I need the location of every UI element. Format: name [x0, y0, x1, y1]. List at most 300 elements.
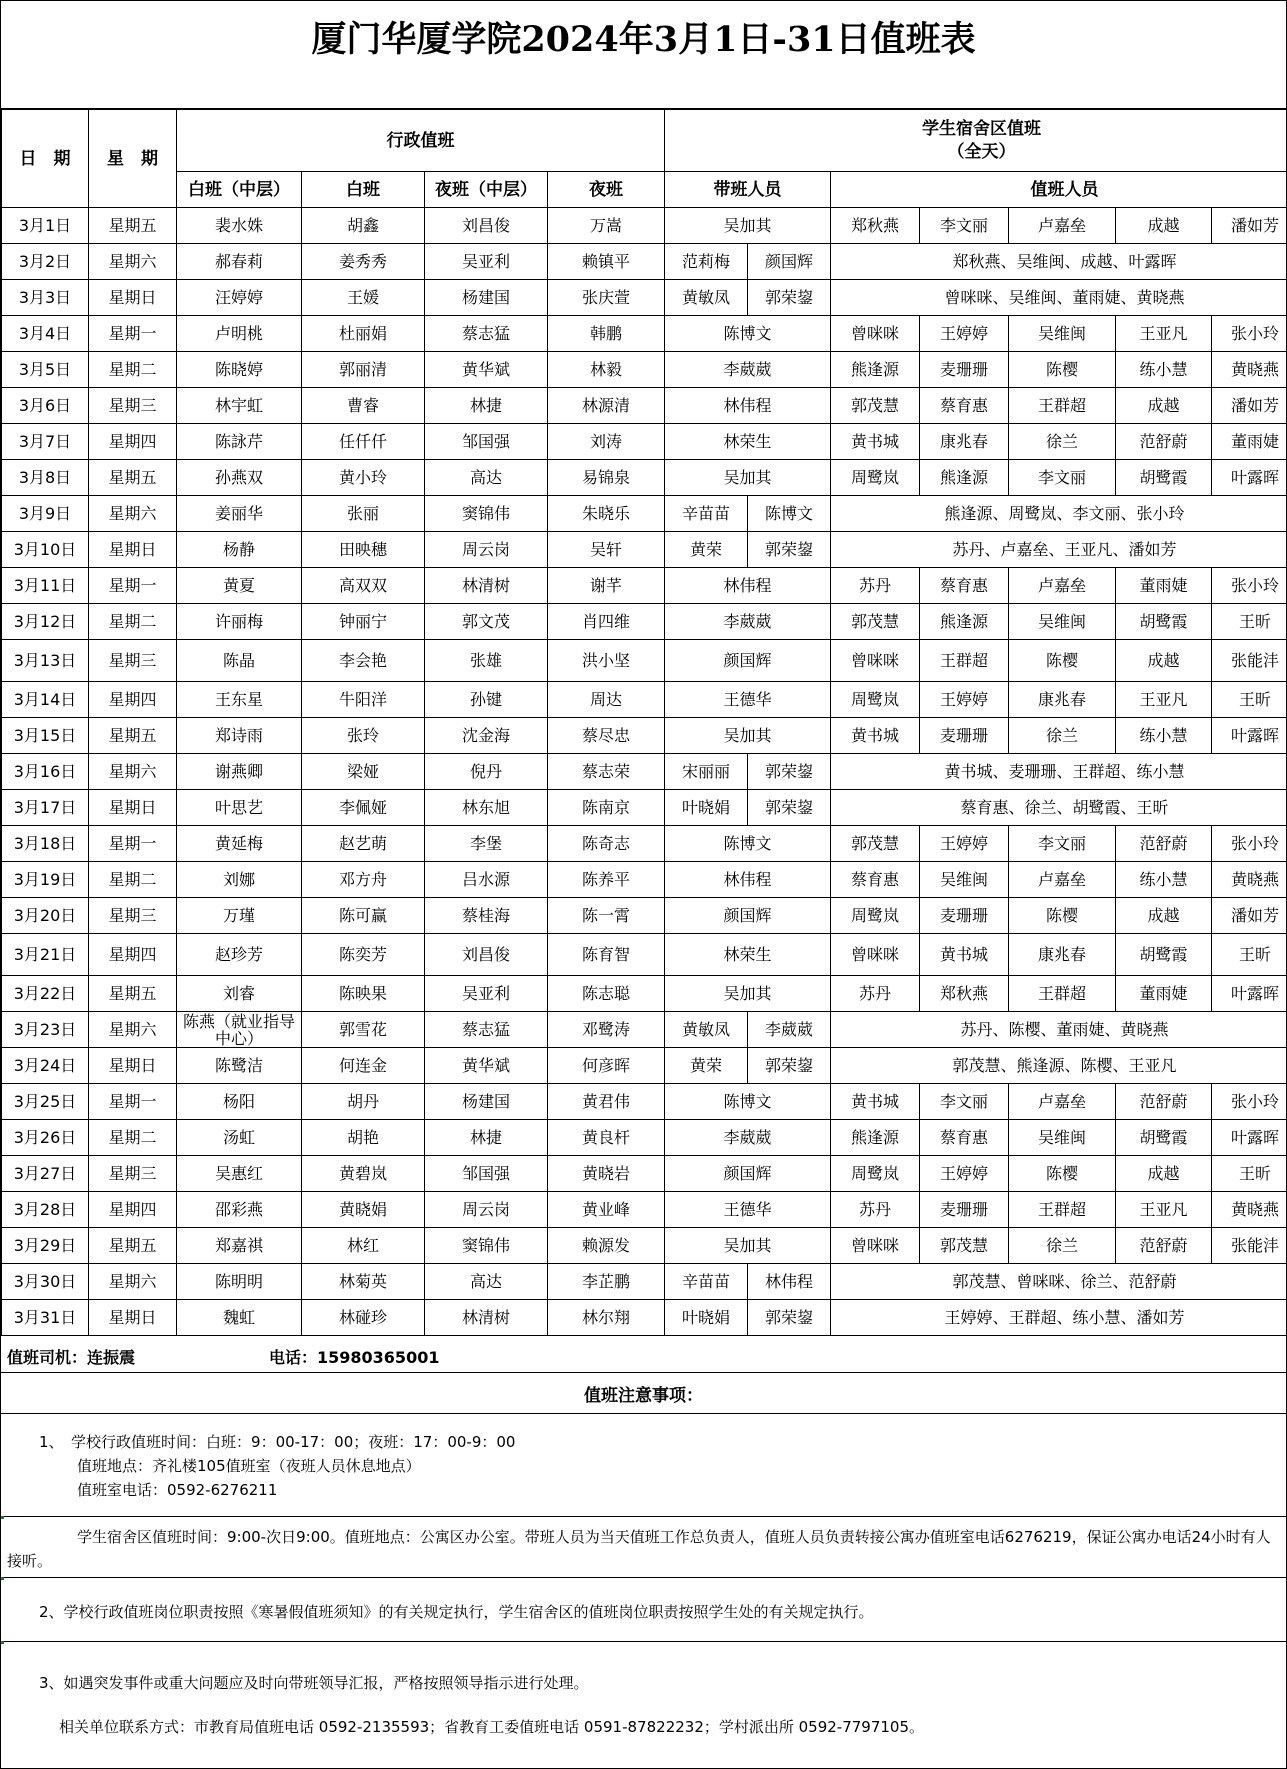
cell-leader: 黄敏凤 [665, 280, 748, 316]
roster-row [2, 1120, 1287, 1156]
cell-day-mid: 孙燕双 [177, 460, 302, 496]
cell-night: 林毅 [548, 352, 665, 388]
cell-staff-group: 郑秋燕、吴维闽、成越、叶露晖 [831, 244, 1287, 280]
cell-staff: 张能沣 [1212, 1228, 1287, 1264]
cell-day: 王媛 [302, 280, 425, 316]
cell-staff: 成越 [1116, 1156, 1212, 1192]
roster-row [2, 244, 1287, 280]
cell-night: 陈养平 [548, 862, 665, 898]
cell-staff: 叶露晖 [1212, 718, 1287, 754]
cell-day: 陈奕芳 [302, 934, 425, 976]
cell-day-mid: 陈詠芹 [177, 424, 302, 460]
cell-weekday: 星期六 [89, 754, 177, 790]
cell-night: 谢芊 [548, 568, 665, 604]
cell-staff: 麦珊珊 [920, 898, 1009, 934]
cell-staff: 王群超 [1009, 1192, 1116, 1228]
cell-staff: 王婷婷 [920, 316, 1009, 352]
cell-staff: 练小慧 [1116, 862, 1212, 898]
cell-staff: 王亚凡 [1116, 1192, 1212, 1228]
roster-row [2, 280, 1287, 316]
cell-staff: 卢嘉垒 [1009, 208, 1116, 244]
cell-date: 3月2日 [2, 244, 89, 280]
cell-day-mid: 郑诗雨 [177, 718, 302, 754]
cell-leader: 吴加其 [665, 208, 831, 244]
cell-staff: 麦珊珊 [920, 718, 1009, 754]
header-staff: 值班人员 [831, 172, 1287, 208]
cell-weekday: 星期五 [89, 460, 177, 496]
cell-staff: 胡鹭霞 [1116, 1120, 1212, 1156]
cell-leader: 颜国辉 [665, 640, 831, 682]
roster-row [2, 1264, 1287, 1300]
cell-staff: 王群超 [920, 640, 1009, 682]
cell-staff-group: 王婷婷、王群超、练小慧、潘如芳 [831, 1300, 1287, 1336]
cell-night: 黄业峰 [548, 1192, 665, 1228]
cell-staff: 郭茂慧 [831, 826, 920, 862]
cell-date: 3月1日 [2, 208, 89, 244]
cell-staff: 熊逢源 [920, 460, 1009, 496]
cell-weekday: 星期一 [89, 1084, 177, 1120]
cell-leader: 王德华 [665, 1192, 831, 1228]
cell-staff-group: 蔡育惠、徐兰、胡鹭霞、王昕 [831, 790, 1287, 826]
cell-day: 黄小玲 [302, 460, 425, 496]
roster-row [2, 316, 1287, 352]
cell-night: 韩鹏 [548, 316, 665, 352]
cell-staff: 练小慧 [1116, 352, 1212, 388]
cell-staff: 成越 [1116, 388, 1212, 424]
cell-day-mid: 黄延梅 [177, 826, 302, 862]
cell-staff: 叶露晖 [1212, 976, 1287, 1012]
cell-weekday: 星期一 [89, 568, 177, 604]
cell-day: 林红 [302, 1228, 425, 1264]
cell-day-mid: 姜丽华 [177, 496, 302, 532]
roster-row [2, 862, 1287, 898]
header-dorm-duty [665, 110, 1287, 172]
cell-date: 3月24日 [2, 1048, 89, 1084]
cell-leader: 林荣生 [665, 934, 831, 976]
cell-day: 曹睿 [302, 388, 425, 424]
cell-day-mid: 陈晓婷 [177, 352, 302, 388]
cell-night-mid: 吕水源 [425, 862, 548, 898]
cell-date: 3月14日 [2, 682, 89, 718]
note-1-line3: 值班室电话：0592-6276211 [77, 1481, 278, 1499]
cell-night-mid: 林东旭 [425, 790, 548, 826]
cell-day-mid: 刘娜 [177, 862, 302, 898]
cell-date: 3月8日 [2, 460, 89, 496]
cell-day: 郭雪花 [302, 1012, 425, 1048]
cell-leader: 陈博文 [665, 316, 831, 352]
cell-date: 3月5日 [2, 352, 89, 388]
cell-staff: 叶露晖 [1212, 1120, 1287, 1156]
cell-staff: 王亚凡 [1116, 316, 1212, 352]
cell-staff: 康兆春 [1009, 682, 1116, 718]
cell-day-mid: 陈鹭洁 [177, 1048, 302, 1084]
cell-day: 牛阳洋 [302, 682, 425, 718]
cell-night: 洪小坚 [548, 640, 665, 682]
cell-date: 3月16日 [2, 754, 89, 790]
cell-leader: 黄荣 [665, 1048, 748, 1084]
roster-row [2, 718, 1287, 754]
cell-weekday: 星期日 [89, 1048, 177, 1084]
cell-night: 陈南京 [548, 790, 665, 826]
cell-staff: 胡鹭霞 [1116, 934, 1212, 976]
cell-day: 高双双 [302, 568, 425, 604]
note-1-line1: 1、 学校行政值班时间：白班：9：00-17：00；夜班：17：00-9：00 [39, 1433, 516, 1451]
cell-staff: 吴维闽 [920, 862, 1009, 898]
cell-leader: 王德华 [665, 682, 831, 718]
cell-day: 田映穗 [302, 532, 425, 568]
cell-day: 李佩娅 [302, 790, 425, 826]
cell-leader: 吴加其 [665, 976, 831, 1012]
roster-row [2, 754, 1287, 790]
cell-staff: 范舒蔚 [1116, 1084, 1212, 1120]
roster-row [2, 568, 1287, 604]
cell-day: 陈映果 [302, 976, 425, 1012]
cell-staff: 黄晓燕 [1212, 862, 1287, 898]
cell-day: 陈可赢 [302, 898, 425, 934]
cell-date: 3月6日 [2, 388, 89, 424]
cell-night-mid: 张雄 [425, 640, 548, 682]
cell-night: 陈育智 [548, 934, 665, 976]
cell-night: 刘涛 [548, 424, 665, 460]
cell-night: 何彦晖 [548, 1048, 665, 1084]
cell-weekday: 星期五 [89, 1228, 177, 1264]
cell-staff: 蔡育惠 [920, 388, 1009, 424]
cell-staff-group: 郭茂慧、曾咪咪、徐兰、范舒蔚 [831, 1264, 1287, 1300]
cell-day-mid: 陈晶 [177, 640, 302, 682]
cell-staff: 黄书城 [831, 718, 920, 754]
cell-day-mid: 邵彩燕 [177, 1192, 302, 1228]
cell-night-mid: 吴亚利 [425, 976, 548, 1012]
cell-night: 李芷鹏 [548, 1264, 665, 1300]
cell-night: 周达 [548, 682, 665, 718]
cell-leader: 宋丽丽 [665, 754, 748, 790]
cell-leader: 叶晓娟 [665, 790, 748, 826]
cell-day-mid: 许丽梅 [177, 604, 302, 640]
note-dorm: 学生宿舍区值班时间：9:00-次日9:00。值班地点：公寓区办公室。带班人员为当天值班工作总负责人，值班人员负责转接公寓办值班室电话6276219，保证公寓办电话24小时有人接听。 [1, 1518, 1286, 1578]
cell-staff: 王昕 [1212, 1156, 1287, 1192]
cell-day: 姜秀秀 [302, 244, 425, 280]
header-dorm-duty-line1: 学生宿舍区值班 [922, 118, 1041, 139]
cell-staff: 苏丹 [831, 976, 920, 1012]
cell-marker [1, 1641, 4, 1644]
cell-night: 黄晓岩 [548, 1156, 665, 1192]
cell-date: 3月22日 [2, 976, 89, 1012]
cell-date: 3月15日 [2, 718, 89, 754]
cell-day: 郭丽清 [302, 352, 425, 388]
cell-date: 3月3日 [2, 280, 89, 316]
cell-weekday: 星期五 [89, 208, 177, 244]
cell-day: 赵艺萌 [302, 826, 425, 862]
cell-leader: 辛苗苗 [665, 1264, 748, 1300]
cell-weekday: 星期日 [89, 1300, 177, 1336]
cell-weekday: 星期二 [89, 1120, 177, 1156]
cell-leader: 陈博文 [665, 826, 831, 862]
cell-night: 张庆萱 [548, 280, 665, 316]
cell-leader: 颜国辉 [665, 898, 831, 934]
cell-night-mid: 高达 [425, 460, 548, 496]
cell-leader: 颜国辉 [748, 244, 831, 280]
cell-night: 易锦泉 [548, 460, 665, 496]
cell-weekday: 星期五 [89, 976, 177, 1012]
cell-leader: 郭荣鋆 [748, 790, 831, 826]
cell-leader: 吴加其 [665, 1228, 831, 1264]
cell-leader: 吴加其 [665, 718, 831, 754]
cell-staff: 郑秋燕 [920, 976, 1009, 1012]
cell-staff: 黄书城 [831, 1084, 920, 1120]
cell-day: 黄晓娟 [302, 1192, 425, 1228]
cell-day-mid: 林宇虹 [177, 388, 302, 424]
cell-staff: 卢嘉垒 [1009, 1084, 1116, 1120]
cell-day: 钟丽宁 [302, 604, 425, 640]
cell-night-mid: 林清树 [425, 568, 548, 604]
cell-day: 林碰珍 [302, 1300, 425, 1336]
cell-staff: 麦珊珊 [920, 1192, 1009, 1228]
cell-staff: 卢嘉垒 [1009, 568, 1116, 604]
cell-night-mid: 蔡志猛 [425, 316, 548, 352]
cell-day-mid: 卢明桃 [177, 316, 302, 352]
cell-night-mid: 高达 [425, 1264, 548, 1300]
note-1 [1, 1414, 1286, 1517]
cell-staff: 苏丹 [831, 1192, 920, 1228]
cell-leader: 郭荣鋆 [748, 1300, 831, 1336]
cell-day-mid: 赵珍芳 [177, 934, 302, 976]
cell-staff-group: 曾咪咪、吴维闽、董雨婕、黄晓燕 [831, 280, 1287, 316]
cell-night-mid: 窦锦伟 [425, 1228, 548, 1264]
cell-date: 3月13日 [2, 640, 89, 682]
cell-weekday: 星期六 [89, 496, 177, 532]
cell-staff: 董雨婕 [1116, 976, 1212, 1012]
cell-night-mid: 李堡 [425, 826, 548, 862]
cell-night-mid: 林清树 [425, 1300, 548, 1336]
cell-leader: 郭荣鋆 [748, 280, 831, 316]
cell-staff: 曾咪咪 [831, 640, 920, 682]
cell-staff-group: 熊逢源、周鹭岚、李文丽、张小玲 [831, 496, 1287, 532]
cell-staff: 董雨婕 [1212, 424, 1287, 460]
cell-night: 赖镇平 [548, 244, 665, 280]
cell-staff: 潘如芳 [1212, 898, 1287, 934]
cell-day-mid: 魏虹 [177, 1300, 302, 1336]
cell-staff: 陈樱 [1009, 640, 1116, 682]
cell-weekday: 星期二 [89, 862, 177, 898]
header-night: 夜班 [548, 172, 665, 208]
cell-night: 万嵩 [548, 208, 665, 244]
cell-night-mid: 郭文茂 [425, 604, 548, 640]
cell-staff: 王婷婷 [920, 1156, 1009, 1192]
cell-day-mid: 郝春莉 [177, 244, 302, 280]
roster-row [2, 898, 1287, 934]
cell-weekday: 星期六 [89, 1012, 177, 1048]
cell-staff: 成越 [1116, 208, 1212, 244]
cell-date: 3月20日 [2, 898, 89, 934]
roster-row [2, 532, 1287, 568]
cell-staff: 黄书城 [920, 934, 1009, 976]
cell-leader: 叶晓娟 [665, 1300, 748, 1336]
roster-row [2, 1012, 1287, 1048]
header-night-mid: 夜班（中层） [425, 172, 548, 208]
cell-date: 3月27日 [2, 1156, 89, 1192]
cell-leader: 陈博文 [748, 496, 831, 532]
cell-staff: 王群超 [1009, 388, 1116, 424]
cell-leader: 吴加其 [665, 460, 831, 496]
cell-staff: 陈樱 [1009, 1156, 1116, 1192]
cell-staff: 李文丽 [920, 208, 1009, 244]
roster-row [2, 604, 1287, 640]
cell-staff: 郭茂慧 [920, 1228, 1009, 1264]
cell-staff: 胡鹭霞 [1116, 604, 1212, 640]
cell-day-mid: 刘睿 [177, 976, 302, 1012]
cell-day-mid: 万瑾 [177, 898, 302, 934]
cell-staff: 李文丽 [1009, 460, 1116, 496]
cell-day: 任仟仟 [302, 424, 425, 460]
cell-staff: 王昕 [1212, 682, 1287, 718]
cell-staff: 吴维闽 [1009, 1120, 1116, 1156]
cell-weekday: 星期一 [89, 826, 177, 862]
cell-staff: 苏丹 [831, 568, 920, 604]
cell-night-mid: 杨建国 [425, 1084, 548, 1120]
cell-staff: 黄书城 [831, 424, 920, 460]
cell-day: 张玲 [302, 718, 425, 754]
cell-night-mid: 杨建国 [425, 280, 548, 316]
cell-night: 黄良杆 [548, 1120, 665, 1156]
header-dorm-duty-line2: （全天） [947, 141, 1016, 162]
cell-night-mid: 邹国强 [425, 424, 548, 460]
cell-day: 黄碧岚 [302, 1156, 425, 1192]
cell-date: 3月31日 [2, 1300, 89, 1336]
cell-staff: 康兆春 [920, 424, 1009, 460]
roster-row [2, 1192, 1287, 1228]
cell-night-mid: 刘昌俊 [425, 208, 548, 244]
cell-leader: 林伟程 [665, 862, 831, 898]
cell-night-mid: 林捷 [425, 388, 548, 424]
cell-date: 3月28日 [2, 1192, 89, 1228]
cell-weekday: 星期五 [89, 718, 177, 754]
cell-day-mid: 杨阳 [177, 1084, 302, 1120]
cell-date: 3月26日 [2, 1120, 89, 1156]
driver-label: 值班司机：连振震 [7, 1348, 136, 1367]
cell-leader: 黄敏凤 [665, 1012, 748, 1048]
cell-night: 林源清 [548, 388, 665, 424]
cell-date: 3月21日 [2, 934, 89, 976]
header-leader: 带班人员 [665, 172, 831, 208]
cell-leader: 李葳葳 [665, 1120, 831, 1156]
roster-row [2, 934, 1287, 976]
cell-staff: 郑秋燕 [831, 208, 920, 244]
cell-leader: 郭荣鋆 [748, 532, 831, 568]
cell-day-mid: 杨静 [177, 532, 302, 568]
cell-staff: 徐兰 [1009, 718, 1116, 754]
header-admin-duty: 行政值班 [177, 110, 665, 172]
cell-night-mid: 吴亚利 [425, 244, 548, 280]
cell-staff: 吴维闽 [1009, 316, 1116, 352]
cell-weekday: 星期六 [89, 244, 177, 280]
roster-row [2, 682, 1287, 718]
cell-day-mid: 吴惠红 [177, 1156, 302, 1192]
cell-staff: 范舒蔚 [1116, 1228, 1212, 1264]
cell-staff: 吴维闽 [1009, 604, 1116, 640]
roster-row [2, 640, 1287, 682]
header-date: 日 期 [2, 110, 89, 208]
cell-date: 3月30日 [2, 1264, 89, 1300]
cell-staff: 熊逢源 [831, 352, 920, 388]
cell-day-mid: 黄夏 [177, 568, 302, 604]
cell-staff-group: 苏丹、陈樱、董雨婕、黄晓燕 [831, 1012, 1287, 1048]
cell-night-mid: 周云岗 [425, 1192, 548, 1228]
cell-day-mid: 叶思艺 [177, 790, 302, 826]
header-row-sub [2, 172, 1287, 208]
cell-weekday: 星期四 [89, 424, 177, 460]
cell-staff: 张小玲 [1212, 316, 1287, 352]
cell-staff: 练小慧 [1116, 718, 1212, 754]
cell-night: 陈一霄 [548, 898, 665, 934]
cell-date: 3月4日 [2, 316, 89, 352]
cell-staff: 张能沣 [1212, 640, 1287, 682]
cell-night-mid: 沈金海 [425, 718, 548, 754]
cell-weekday: 星期三 [89, 1156, 177, 1192]
cell-staff: 周鹭岚 [831, 1156, 920, 1192]
cell-day: 邓方舟 [302, 862, 425, 898]
cell-staff: 康兆春 [1009, 934, 1116, 976]
cell-staff: 范舒蔚 [1116, 424, 1212, 460]
cell-day: 杜丽娟 [302, 316, 425, 352]
cell-weekday: 星期日 [89, 790, 177, 826]
cell-night-mid: 刘昌俊 [425, 934, 548, 976]
cell-weekday: 星期六 [89, 1264, 177, 1300]
cell-date: 3月10日 [2, 532, 89, 568]
cell-leader: 李葳葳 [665, 604, 831, 640]
cell-day: 梁娅 [302, 754, 425, 790]
cell-staff: 蔡育惠 [831, 862, 920, 898]
cell-night: 陈志聪 [548, 976, 665, 1012]
cell-leader: 陈博文 [665, 1084, 831, 1120]
cell-date: 3月23日 [2, 1012, 89, 1048]
cell-staff: 郭茂慧 [831, 388, 920, 424]
cell-day-mid: 裴水姝 [177, 208, 302, 244]
cell-night: 朱晓乐 [548, 496, 665, 532]
cell-night-mid: 蔡志猛 [425, 1012, 548, 1048]
cell-leader: 林伟程 [748, 1264, 831, 1300]
cell-staff: 曾咪咪 [831, 316, 920, 352]
cell-staff: 徐兰 [1009, 1228, 1116, 1264]
cell-night-mid: 黄华斌 [425, 1048, 548, 1084]
cell-staff: 张小玲 [1212, 826, 1287, 862]
cell-date: 3月19日 [2, 862, 89, 898]
cell-weekday: 星期三 [89, 388, 177, 424]
cell-weekday: 星期日 [89, 532, 177, 568]
cell-weekday: 星期二 [89, 352, 177, 388]
cell-staff: 麦珊珊 [920, 352, 1009, 388]
notes-heading: 值班注意事项： [1, 1373, 1286, 1414]
cell-night: 陈奇志 [548, 826, 665, 862]
roster-row [2, 976, 1287, 1012]
driver-info [1, 1336, 1286, 1373]
cell-leader: 林伟程 [665, 388, 831, 424]
cell-staff: 李文丽 [920, 1084, 1009, 1120]
roster-row [2, 424, 1287, 460]
cell-weekday: 星期四 [89, 934, 177, 976]
roster-row [2, 1084, 1287, 1120]
cell-weekday: 星期三 [89, 640, 177, 682]
cell-date: 3月9日 [2, 496, 89, 532]
header-weekday: 星 期 [89, 110, 177, 208]
roster-row [2, 826, 1287, 862]
cell-staff: 周鹭岚 [831, 682, 920, 718]
cell-leader: 郭荣鋆 [748, 754, 831, 790]
roster-row [2, 1048, 1287, 1084]
cell-date: 3月17日 [2, 790, 89, 826]
cell-leader: 黄荣 [665, 532, 748, 568]
roster-row [2, 1300, 1287, 1336]
cell-night: 蔡志荣 [548, 754, 665, 790]
